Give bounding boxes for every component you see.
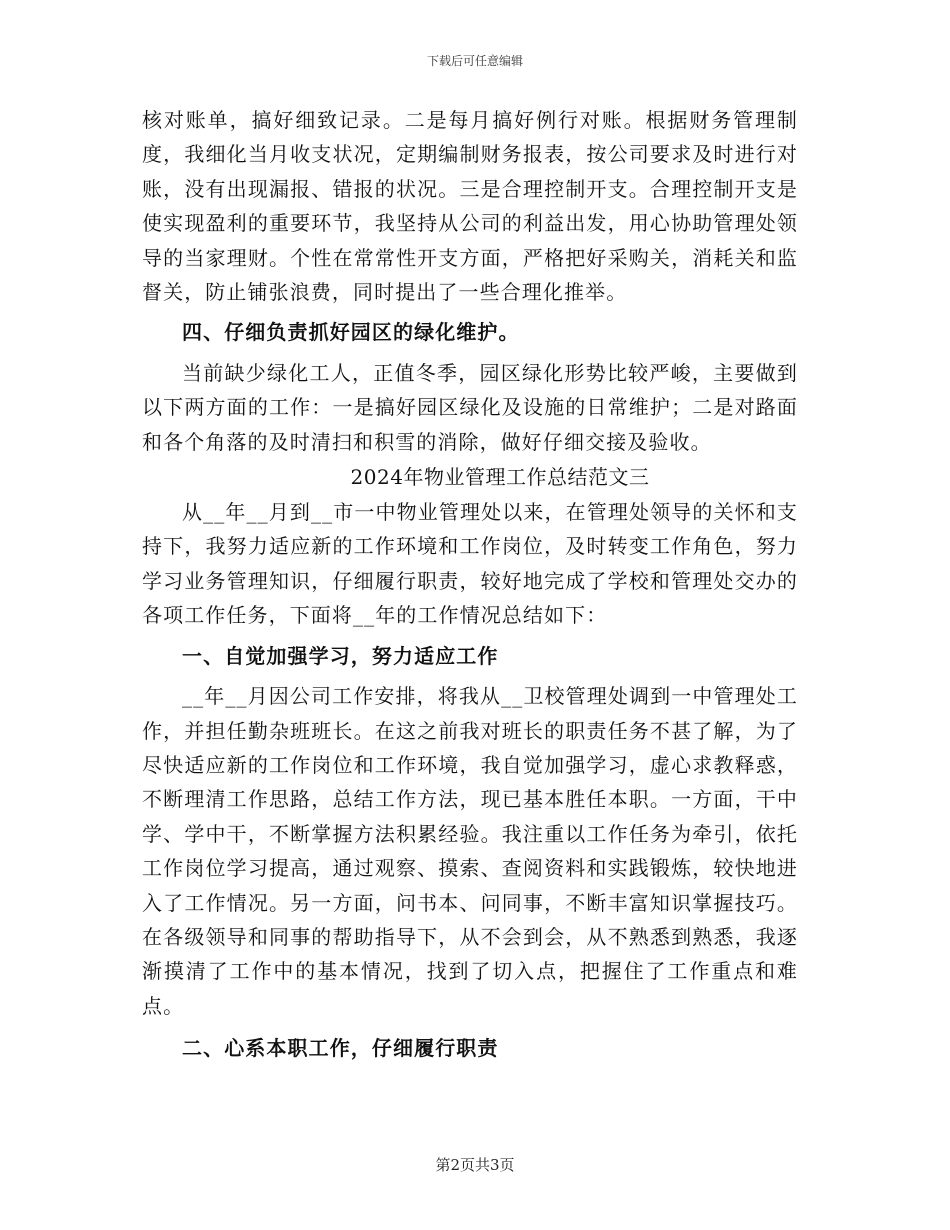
page-number: 第2页共3页	[435, 1156, 515, 1174]
document-body	[142, 103, 798, 1070]
paragraph-accounting: 核对账单，搞好细致记录。二是每月搞好例行对账。根据财务管理制度，我细化当月收支状况，定期编制财务报表，按公司要求及时进行对账，没有出现漏报、错报的状况。三是合理控制开支。合理控制开支是使实现盈利的重要环节，我坚持从公司的利益出发，用心协助管理处领导的当家理财。个性在常常性开支方面，严格把好采购关，消耗关和监督关，防止铺张浪费，同时提出了一些合理化推举。	[142, 108, 798, 305]
page-header-note: 下载后可任意编辑	[426, 54, 523, 68]
section-heading-greening: 四、仔细负责抓好园区的绿化维护。	[182, 320, 520, 345]
section-heading-duty: 二、心系本职工作，仔细履行职责	[182, 1036, 499, 1061]
paragraph-greening: 当前缺少绿化工人，正值冬季，园区绿化形势比较严峻，主要做到以下两方面的工作：一是搞好园区绿化及设施的日常维护；二是对路面和各个角落的及时清扫和积雪的消除，做好仔细交接及验收。	[142, 360, 798, 454]
paragraph-study: __年__月因公司工作安排，将我从__卫校管理处调到一中管理处工作，并担任勤杂班班长。在这之前我对班长的职责任务不甚了解，为了尽快适应新的工作岗位和工作环境，我自觉加强学习，虚心求教释惑，不断理清工作思路，总结工作方法，现已基本胜任本职。一方面，干中学、学中干，不断掌握方法积累经验。我注重以工作任务为牵引，依托工作岗位学习提高，通过观察、摸索、查阅资料和实践锻炼，较快地进入了工作情况。另一方面，问书本、问同事，不断丰富知识掌握技巧。在各级领导和同事的帮助指导下，从不会到会，从不熟悉到熟悉，我逐渐摸清了工作中的基本情况，找到了切入点，把握住了工作重点和难点。	[142, 684, 798, 1018]
document-title: 2024年物业管理工作总结范文三	[350, 465, 650, 490]
section-heading-study: 一、自觉加强学习，努力适应工作	[182, 643, 499, 668]
paragraph-intro: 从__年__月到__市一中物业管理处以来，在管理处领导的关怀和支持下，我努力适应新的工作环境和工作岗位，及时转变工作角色，努力学习业务管理知识，仔细履行职责，较好地完成了学校和管理处交办的各项工作任务，下面将__年的工作情况总结如下：	[142, 500, 798, 628]
